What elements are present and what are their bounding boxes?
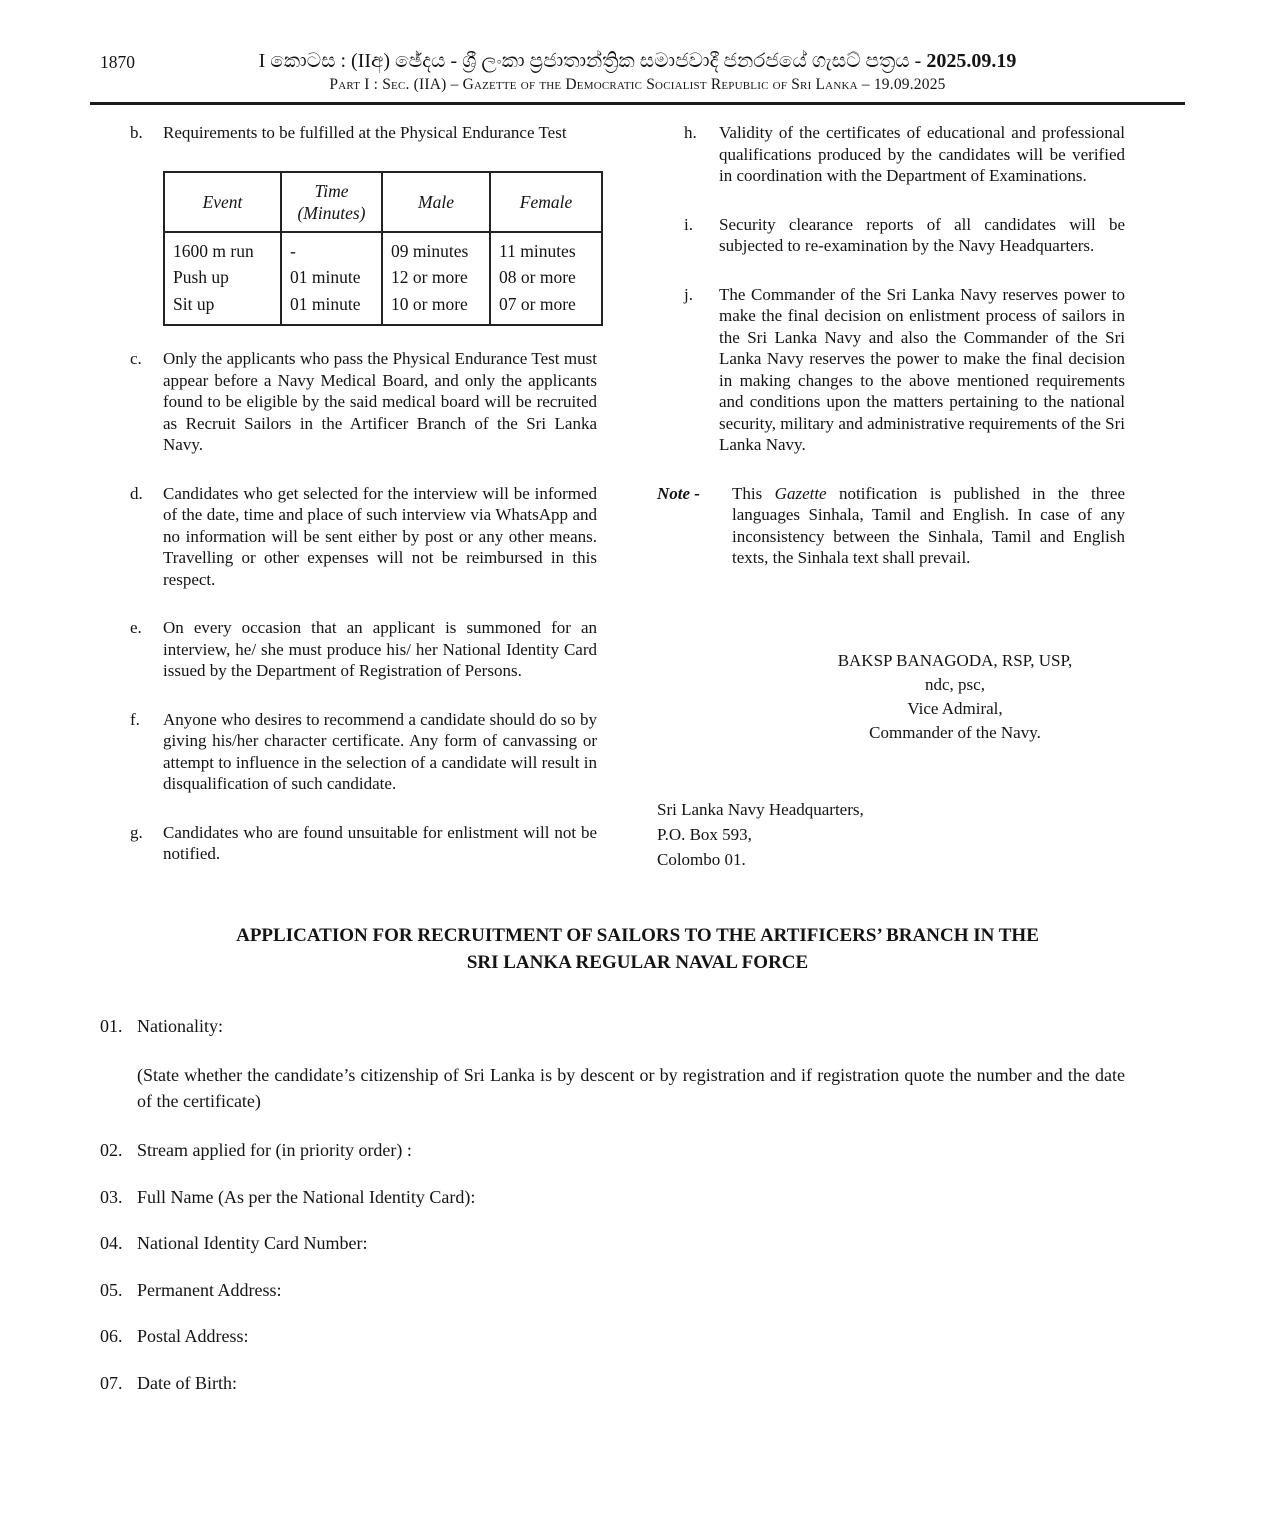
table-cell: 01 minute	[281, 264, 382, 291]
clauses-section	[130, 122, 1125, 892]
clause-marker: e.	[130, 618, 142, 637]
note-clause	[657, 483, 1125, 569]
form-item-nic-number	[100, 1233, 1125, 1255]
clause-text: The Commander of the Sri Lanka Navy reserves power to make the final decision on enlistment process of sailors in the Sri Lanka Navy and also the Commander of the Sri Lanka Navy reserves the power to make the final decision in making changes to the above mentioned requirements and conditions upon the matters pertaining to the national security, military and administrative requirements of the Sri Lanka Navy.	[719, 284, 1125, 454]
form-item-number: 03.	[100, 1186, 123, 1207]
clause-f	[130, 709, 597, 795]
table-cell: 10 or more	[382, 291, 490, 326]
form-item-label: National Identity Card Number:	[137, 1233, 368, 1253]
table-header-time: Time (Minutes)	[281, 172, 382, 232]
form-item-number: 02.	[100, 1140, 123, 1160]
header-sinhala-text: I කොටස : (IIඅ) ඡේදය - ශ්‍රී ලංකා ප්‍රජාතාන්ත්‍රික සමාජවාදී ජනරජයේ ගැසට් පත්‍රය -	[258, 50, 927, 72]
table-header-row	[164, 172, 602, 232]
clause-b	[130, 122, 597, 144]
clause-h	[684, 122, 1125, 187]
application-title	[0, 922, 1275, 976]
page-number: 1870	[100, 52, 135, 72]
note-text-post: notification is published in the three languages Sinhala, Tamil and English. In case of any inconsistency between the Sinhala, Tamil and English texts, the Sinhala text shall prevail.	[732, 483, 1126, 567]
form-item-label: Postal Address:	[137, 1326, 249, 1346]
table-cell: 01 minute	[281, 291, 382, 326]
table-cell: 1600 m run	[164, 232, 281, 265]
clause-text: Anyone who desires to recommend a candidate should do so by giving his/her character certificate. Any form of canvassing or attempt to influence in the selection of a candidate will result in disqualification of such candidate.	[163, 709, 597, 793]
form-item-date-of-birth	[100, 1373, 1125, 1395]
header-english-line: Part I : Sec. (IIA) – Gazette of the Democratic Socialist Republic of Sri Lanka – 19.09.2025	[329, 76, 946, 93]
form-item-nationality	[100, 1016, 1125, 1038]
clause-c	[130, 348, 597, 456]
signature-name: BAKSP BANAGODA, RSP, USP,	[837, 650, 1073, 670]
note-text	[732, 483, 1125, 569]
clause-marker: b.	[130, 123, 143, 142]
signature-title: Commander of the Navy.	[869, 722, 1041, 742]
form-item-number: 06.	[100, 1326, 123, 1346]
note-marker: Note -	[657, 483, 700, 503]
table-cell: 07 or more	[490, 291, 602, 326]
table-header-male: Male	[382, 172, 490, 232]
application-form	[100, 1016, 1125, 1395]
clause-g	[130, 822, 597, 865]
clause-text: Only the applicants who pass the Physical Endurance Test must appear before a Navy Medical Board, and only the applicants found to be eligible by the said medical board will be recruited as Recruit Sailors in the Artificer Branch of the Sri Lanka Navy.	[163, 349, 597, 454]
table-cell: Sit up	[164, 291, 281, 326]
table-cell: 11 minutes	[490, 232, 602, 265]
note-gazette-word: Gazette	[774, 483, 827, 503]
endurance-table	[163, 171, 603, 327]
clause-marker: g.	[130, 822, 143, 842]
clause-text: Requirements to be fulfilled at the Physical Endurance Test	[163, 123, 567, 142]
table-cell: Push up	[164, 264, 281, 291]
clause-text: Security clearance reports of all candidates will be subjected to re-examination by the Navy Headquarters.	[719, 214, 1125, 255]
signature-postnominals: ndc, psc,	[925, 674, 985, 694]
form-item-nationality-note: (State whether the candidate’s citizenship of Sri Lanka is by descent or by registration and if registration quote the number and the date of the certificate)	[137, 1065, 1125, 1111]
clause-marker: j.	[684, 284, 693, 304]
form-item-permanent-address	[100, 1280, 1125, 1302]
header-gazette-date: 2025.09.19	[926, 50, 1017, 72]
address-line: Sri Lanka Navy Headquarters,	[657, 799, 864, 819]
clause-d	[130, 483, 597, 591]
clause-marker: f.	[130, 709, 140, 729]
table-cell: -	[281, 232, 382, 265]
form-item-label: Nationality:	[137, 1015, 223, 1036]
form-item-full-name	[100, 1187, 1125, 1209]
header-sinhala-line	[0, 48, 1275, 74]
form-item-label: Stream applied for (in priority order) :	[137, 1140, 412, 1160]
table-cell: 08 or more	[490, 264, 602, 291]
right-column	[657, 122, 1125, 892]
clause-i	[684, 214, 1125, 257]
note-text-pre: This	[732, 483, 775, 503]
address-block	[657, 797, 1125, 872]
form-item-number: 01.	[100, 1015, 123, 1036]
clause-marker: c.	[130, 349, 142, 368]
address-line: Colombo 01.	[657, 849, 746, 869]
clause-text: Candidates who are found unsuitable for enlistment will not be notified.	[163, 822, 597, 863]
signature-block	[785, 649, 1125, 745]
form-item-label: Permanent Address:	[137, 1279, 282, 1300]
table-cell: 12 or more	[382, 264, 490, 291]
header-rule	[90, 102, 1185, 105]
left-column	[130, 122, 597, 892]
page-header	[0, 0, 1275, 105]
table-row	[164, 264, 602, 291]
form-item-number: 04.	[100, 1233, 123, 1253]
table-header-female: Female	[490, 172, 602, 232]
application-title-line1: APPLICATION FOR RECRUITMENT OF SAILORS TO THE ARTIFICERS’ BRANCH IN THE	[236, 924, 1039, 946]
address-line: P.O. Box 593,	[657, 824, 752, 844]
table-row	[164, 291, 602, 326]
form-item-label: Date of Birth:	[137, 1372, 237, 1393]
table-header-event: Event	[164, 172, 281, 232]
application-title-line2: SRI LANKA REGULAR NAVAL FORCE	[466, 951, 809, 973]
form-item-postal-address	[100, 1326, 1125, 1348]
form-item-number: 07.	[100, 1372, 123, 1393]
clause-text: Candidates who get selected for the interview will be informed of the date, time and place of such interview via WhatsApp and no information will be sent either by post or any other means. Travelling or other expenses will not be reimbursed in this respect.	[163, 483, 597, 589]
form-item-stream	[100, 1140, 1125, 1162]
signature-rank: Vice Admiral,	[907, 698, 1003, 718]
clause-marker: i.	[684, 214, 693, 234]
form-item-number: 05.	[100, 1279, 123, 1300]
form-item-label: Full Name (As per the National Identity Card):	[137, 1186, 476, 1207]
clause-e	[130, 617, 597, 682]
clause-marker: h.	[684, 123, 697, 142]
table-row	[164, 232, 602, 265]
table-cell: 09 minutes	[382, 232, 490, 265]
clause-text: Validity of the certificates of educational and professional qualifications produced by the candidates will be verified in coordination with the Department of Examinations.	[719, 123, 1125, 185]
clause-marker: d.	[130, 483, 143, 503]
clause-j	[684, 284, 1125, 456]
clause-text: On every occasion that an applicant is summoned for an interview, he/ she must produce his/ her National Identity Card issued by the Department of Registration of Persons.	[163, 618, 597, 680]
